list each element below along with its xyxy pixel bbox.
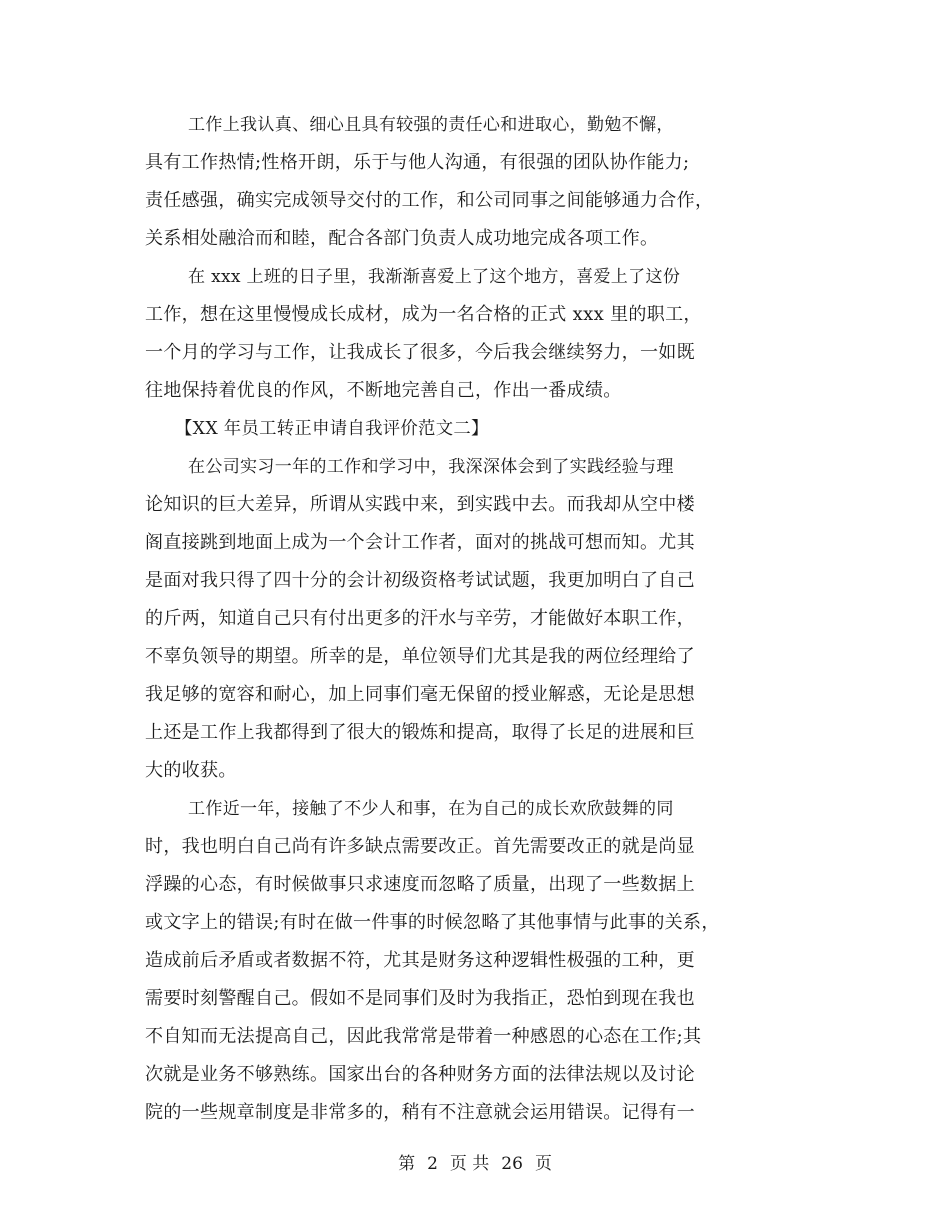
text-line: 责任感强，确实完成领导交付的工作，和公司同事之间能够通力合作， bbox=[145, 190, 714, 211]
text-line: 工作近一年，接触了不少人和事，在为自己的成长欢欣鼓舞的同 bbox=[188, 799, 674, 819]
text-line: 阁直接跳到地面上成为一个会计工作者，面对的挑战可想而知。尤其 bbox=[145, 532, 695, 553]
footer-prefix: 第 bbox=[398, 1154, 416, 1174]
text-line: 关系相处融洽而和睦，配合各部门负责人成功地完成各项工作。 bbox=[145, 228, 659, 249]
text-line: 上还是工作上我都得到了很大的锻炼和提高，取得了长足的进展和巨 bbox=[145, 722, 695, 743]
text-line: 我足够的宽容和耐心，加上同事们毫无保留的授业解惑，无论是思想 bbox=[145, 684, 695, 705]
text-line: 不自知而无法提高自己，因此我常常是带着一种感恩的心态在工作;其 bbox=[145, 1026, 702, 1047]
text-line: 浮躁的心态，有时候做事只求速度而忽略了质量，出现了一些数据上 bbox=[145, 874, 695, 895]
page-footer bbox=[0, 1152, 950, 1176]
text-line: 工作上我认真、细心且具有较强的责任心和进取心，勤勉不懈， bbox=[188, 115, 674, 135]
text-line: 需要时刻警醒自己。假如不是同事们及时为我指正，恐怕到现在我也 bbox=[145, 988, 695, 1009]
text-line: 造成前后矛盾或者数据不符，尤其是财务这种逻辑性极强的工种，更 bbox=[145, 950, 695, 971]
text-line: 的斤两，知道自己只有付出更多的汗水与辛劳，才能做好本职工作， bbox=[145, 608, 695, 629]
text-line: 工作，想在这里慢慢成长成材，成为一名合格的正式 xxx 里的职工， bbox=[145, 304, 702, 325]
text-line: 是面对我只得了四十分的会计初级资格考试试题，我更加明白了自己 bbox=[145, 570, 695, 591]
text-line: 一个月的学习与工作，让我成长了很多，今后我会继续努力，一如既 bbox=[145, 342, 695, 363]
text-line: 次就是业务不够熟练。国家出台的各种财务方面的法律法规以及讨论 bbox=[145, 1064, 695, 1085]
text-line: 大的收获。 bbox=[145, 760, 237, 781]
text-line: 时，我也明白自己尚有许多缺点需要改正。首先需要改正的就是尚显 bbox=[145, 836, 695, 857]
section-heading: 【XX 年员工转正申请自我评价范文二】 bbox=[175, 419, 489, 439]
total-pages-number: 26 bbox=[501, 1154, 523, 1174]
text-line: 或文字上的错误;有时在做一件事的时候忽略了其他事情与此事的关系， bbox=[145, 912, 720, 933]
text-line: 具有工作热情;性格开朗，乐于与他人沟通，有很强的团队协作能力; bbox=[145, 152, 690, 173]
text-line: 论知识的巨大差异，所谓从实践中来，到实践中去。而我却从空中楼 bbox=[145, 494, 695, 515]
footer-suffix: 页 bbox=[534, 1154, 552, 1174]
text-line: 在 xxx 上班的日子里，我渐渐喜爱上了这个地方，喜爱上了这份 bbox=[188, 267, 681, 287]
text-line: 往地保持着优良的作风，不断地完善自己，作出一番成绩。 bbox=[145, 380, 622, 401]
footer-middle: 页 共 bbox=[449, 1154, 490, 1174]
text-line: 院的一些规章制度是非常多的，稍有不注意就会运用错误。记得有一 bbox=[145, 1102, 695, 1123]
text-line: 在公司实习一年的工作和学习中，我深深体会到了实践经验与理 bbox=[188, 457, 674, 477]
current-page-number: 2 bbox=[427, 1154, 438, 1174]
text-line: 不辜负领导的期望。所幸的是，单位领导们尤其是我的两位经理给了 bbox=[145, 646, 695, 667]
